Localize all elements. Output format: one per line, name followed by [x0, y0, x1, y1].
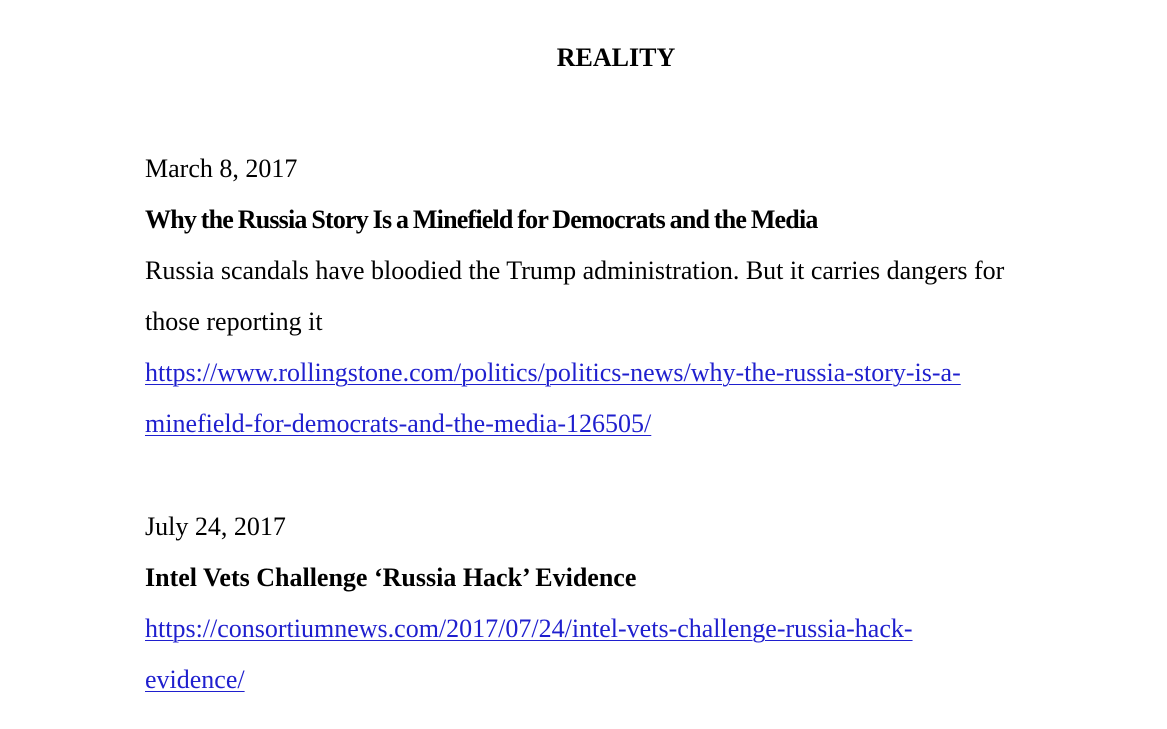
entry-link-line [145, 603, 1105, 654]
article-entry [145, 501, 1105, 705]
entry-link-line [145, 398, 1105, 449]
article-link[interactable]: https://www.rollingstone.com/politics/politics-news/why-the-russia-story-is-a- [145, 358, 961, 387]
entry-headline: Intel Vets Challenge ‘Russia Hack’ Evidence [145, 563, 637, 592]
article-link[interactable]: https://consortiumnews.com/2017/07/24/intel-vets-challenge-russia-hack- [145, 614, 913, 643]
page-title: REALITY [556, 43, 676, 72]
entry-description: those reporting it [145, 307, 323, 336]
entry-link-line [145, 654, 1105, 705]
article-link[interactable]: evidence/ [145, 665, 245, 694]
entry-description: Russia scandals have bloodied the Trump administration. But it carries dangers for [145, 256, 1005, 285]
entry-date: March 8, 2017 [145, 154, 298, 183]
article-entry [145, 143, 1105, 449]
entry-link-line [145, 347, 1105, 398]
entry-headline: Why the Russia Story Is a Minefield for Democrats and the Media [145, 205, 818, 234]
article-link[interactable]: minefield-for-democrats-and-the-media-126505/ [145, 409, 652, 438]
entry-date: July 24, 2017 [145, 512, 286, 541]
